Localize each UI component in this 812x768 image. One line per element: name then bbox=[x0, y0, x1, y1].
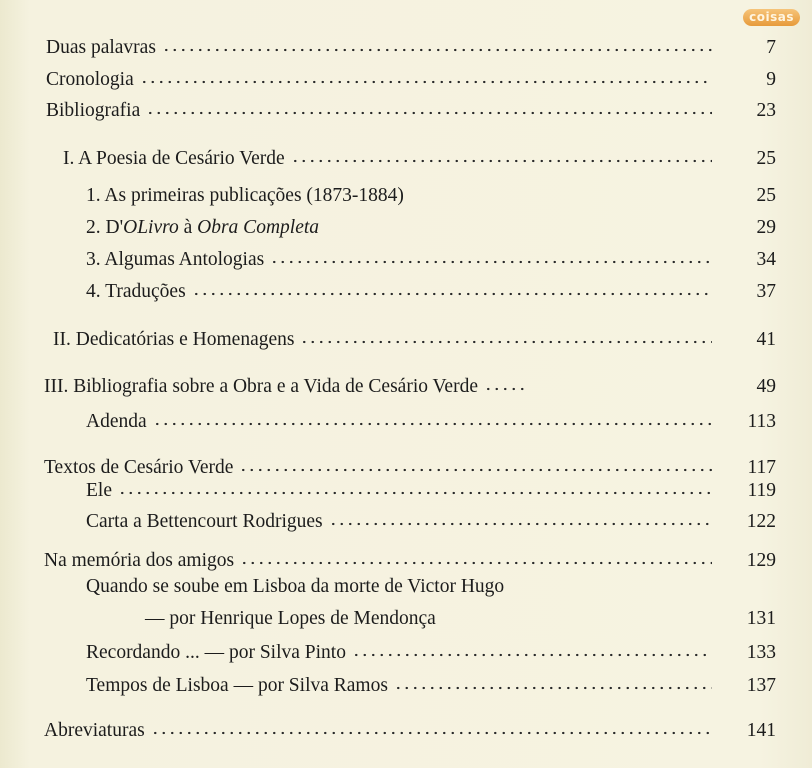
dot-leader bbox=[162, 46, 712, 54]
dot-leader bbox=[240, 559, 712, 567]
toc-entry-antologias[interactable] bbox=[86, 242, 776, 272]
toc-entry-quando-line1[interactable]: Quando se soube em Lisboa da morte de Victor Hugo bbox=[86, 576, 505, 597]
entry-title: Duas palavras bbox=[46, 37, 156, 58]
page-number: 137 bbox=[746, 675, 776, 696]
entry-title: 4. Traduções bbox=[86, 281, 186, 302]
entry-italic-obra: Obra Completa bbox=[197, 217, 320, 238]
page-number: 41 bbox=[756, 329, 776, 350]
dot-leader bbox=[140, 78, 712, 86]
entry-title: — por Henrique Lopes de Mendonça bbox=[145, 608, 436, 629]
dot-leader bbox=[146, 109, 712, 117]
page-number: 34 bbox=[756, 249, 776, 270]
entry-mid: à bbox=[178, 217, 198, 238]
toc-entry-tempos[interactable] bbox=[86, 668, 776, 698]
entry-title: 1. As primeiras publicações (1873-1884) bbox=[86, 185, 404, 206]
dot-leader bbox=[291, 157, 712, 165]
page-number: 49 bbox=[756, 376, 776, 397]
toc-entry-recordando[interactable] bbox=[86, 635, 776, 665]
dot-leader bbox=[151, 729, 712, 737]
page-number: 25 bbox=[756, 148, 776, 169]
toc-entry-dedicatorias[interactable] bbox=[53, 322, 776, 352]
toc-entry-olivro[interactable] bbox=[86, 210, 776, 240]
dot-leader bbox=[270, 258, 712, 266]
dot-leader bbox=[329, 520, 712, 528]
page-number: 29 bbox=[756, 217, 776, 238]
entry-title: III. Bibliografia sobre a Obra e a Vida de Cesário Verde bbox=[44, 376, 478, 397]
dot-leader bbox=[153, 420, 712, 428]
toc-entry-memoria[interactable] bbox=[44, 543, 776, 573]
toc-entry-traducoes[interactable] bbox=[86, 274, 776, 304]
dot-leader bbox=[192, 290, 712, 298]
toc-entry-cronologia[interactable] bbox=[46, 62, 776, 92]
page-number: 9 bbox=[766, 69, 776, 90]
toc-entry-carta[interactable] bbox=[86, 504, 776, 534]
page-number: 131 bbox=[746, 608, 776, 629]
page-number: 129 bbox=[746, 550, 776, 571]
toc-entry-bibliografia-obra[interactable] bbox=[44, 369, 776, 399]
entry-title: Cronologia bbox=[46, 69, 134, 90]
entry-title: Bibliografia bbox=[46, 100, 141, 121]
page-number: 122 bbox=[746, 511, 776, 532]
dot-leader bbox=[394, 684, 712, 692]
entry-title: Ele bbox=[86, 480, 112, 501]
entry-title: Adenda bbox=[86, 411, 147, 432]
toc-entry-quando-line2[interactable] bbox=[145, 601, 776, 631]
entry-title: I. A Poesia de Cesário Verde bbox=[63, 148, 285, 169]
entry-prefix: 2. D' bbox=[86, 217, 124, 238]
toc-entry-duas-palavras[interactable] bbox=[46, 30, 776, 60]
entry-title: II. Dedicatórias e Homenagens bbox=[53, 329, 295, 350]
page-number: 117 bbox=[747, 457, 776, 478]
page-number: 141 bbox=[746, 720, 776, 741]
toc-entry-abreviaturas[interactable] bbox=[44, 713, 776, 743]
toc-entry-adenda[interactable] bbox=[86, 404, 776, 434]
dot-leader bbox=[352, 651, 712, 659]
dot-leader bbox=[484, 385, 528, 393]
entry-title: 3. Algumas Antologias bbox=[86, 249, 265, 270]
page-number: 113 bbox=[747, 411, 776, 432]
toc-entry-poesia[interactable] bbox=[63, 141, 776, 171]
entry-title bbox=[86, 216, 325, 240]
toc-entry-bibliografia[interactable] bbox=[46, 93, 776, 123]
dot-leader bbox=[300, 338, 712, 346]
entry-italic-olivro: OLivro bbox=[123, 217, 179, 238]
toc-entry-ele[interactable] bbox=[86, 473, 776, 503]
toc-entry-primeiras-publicacoes[interactable] bbox=[86, 178, 776, 208]
page-number: 37 bbox=[756, 281, 776, 302]
entry-title: Na memória dos amigos bbox=[44, 550, 235, 571]
entry-title: Recordando ... — por Silva Pinto bbox=[86, 642, 346, 663]
watermark-logo: coisas bbox=[743, 9, 800, 26]
page-number: 23 bbox=[756, 100, 776, 121]
entry-title: Carta a Bettencourt Rodrigues bbox=[86, 511, 323, 532]
entry-title: Abreviaturas bbox=[44, 720, 145, 741]
page-number: 7 bbox=[766, 37, 776, 58]
page-number: 133 bbox=[746, 642, 776, 663]
dot-leader bbox=[118, 489, 712, 497]
page-number: 25 bbox=[756, 185, 776, 206]
entry-title: Tempos de Lisboa — por Silva Ramos bbox=[86, 675, 388, 696]
page-number: 119 bbox=[747, 480, 776, 501]
entry-title: Textos de Cesário Verde bbox=[44, 457, 234, 478]
